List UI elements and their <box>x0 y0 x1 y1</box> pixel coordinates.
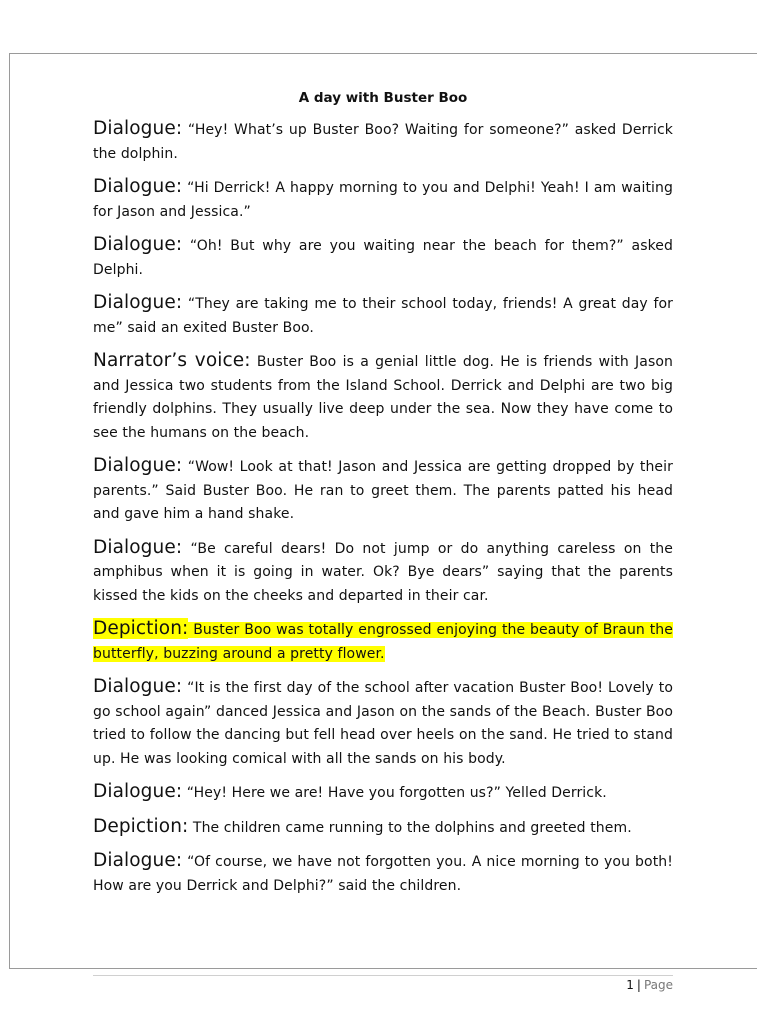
depiction-label: Depiction: <box>93 618 189 639</box>
paragraph-text: “They are taking me to their school today, friends! A great day for me” said an exited Buster Boo. <box>93 296 673 336</box>
paragraph-3 <box>93 233 673 282</box>
paragraph-10 <box>93 780 673 806</box>
footer-divider <box>93 975 673 976</box>
speaker-label: Dialogue: <box>93 676 183 697</box>
speaker-label: Dialogue: <box>93 850 183 871</box>
page-word: Page <box>643 978 673 992</box>
speaker-label: Dialogue: <box>93 118 183 139</box>
paragraph-12 <box>93 849 673 898</box>
speaker-label: Dialogue: <box>93 292 183 313</box>
paragraph-text: “Be careful dears! Do not jump or do anything careless on the amphibus when it is going in water. Ok? Bye dears” saying that the parents kissed the kids on the cheeks and departed in their car. <box>93 540 673 604</box>
paragraph-text: “Hey! What’s up Buster Boo? Waiting for someone?” asked Derrick the dolphin. <box>93 122 673 162</box>
paragraph-4 <box>93 291 673 340</box>
paragraph-text: “Oh! But why are you waiting near the beach for them?” asked Delphi. <box>93 238 673 278</box>
paragraph-text: “Wow! Look at that! Jason and Jessica are getting dropped by their parents.” Said Buster Boo. He ran to greet them. The parents patted his head and gave him a hand shake. <box>93 459 673 522</box>
paragraph-1 <box>93 117 673 166</box>
document-title: A day with Buster Boo <box>298 90 468 106</box>
paragraph-text: The children came running to the dolphins and greeted them. <box>192 819 632 836</box>
speaker-label: Dialogue: <box>93 176 183 197</box>
paragraph-11 <box>93 815 673 841</box>
paragraph-2 <box>93 175 673 224</box>
page-footer <box>626 977 673 993</box>
paragraph-5 <box>93 349 673 445</box>
footer-separator: | <box>636 978 641 992</box>
narrator-label: Narrator’s voice: <box>93 350 251 371</box>
page-number: 1 <box>626 978 634 992</box>
speaker-label: Dialogue: <box>93 781 183 802</box>
paragraph-text: “Of course, we have not forgotten you. A nice morning to you both! How are you Derrick and Delphi?” said the children. <box>93 854 673 894</box>
paragraph-text: “Hey! Here we are! Have you forgotten us?” Yelled Derrick. <box>186 785 607 801</box>
paragraph-text: “It is the first day of the school after vacation Buster Boo! Lovely to go school again” danced Jessica and Jason on the sands of the Beach. Buster Boo tried to follow the dancing but fell head over heels on the sand. He tried to stand up. He was looking comical with all the sands on his body. <box>93 680 673 767</box>
paragraph-text: Buster Boo was totally engrossed enjoying the beauty of Braun the butterfly, buzzing around a pretty flower. <box>93 622 673 662</box>
paragraph-text: “Hi Derrick! A happy morning to you and Delphi! Yeah! I am waiting for Jason and Jessica.” <box>93 180 673 220</box>
depiction-label: Depiction: <box>93 815 189 837</box>
paragraph-8-highlighted <box>93 617 673 666</box>
speaker-label: Dialogue: <box>93 455 183 476</box>
paragraph-6 <box>93 454 673 527</box>
document-body <box>93 88 673 907</box>
paragraph-9 <box>93 675 673 771</box>
speaker-label: Dialogue: <box>93 536 183 558</box>
paragraph-text: Buster Boo is a genial little dog. He is friends with Jason and Jessica two students from the Island School. Derrick and Delphi are two big friendly dolphins. They usually live deep under the sea. Now they have come to see the humans on the beach. <box>93 354 673 441</box>
speaker-label: Dialogue: <box>93 234 183 255</box>
paragraph-7 <box>93 536 673 609</box>
